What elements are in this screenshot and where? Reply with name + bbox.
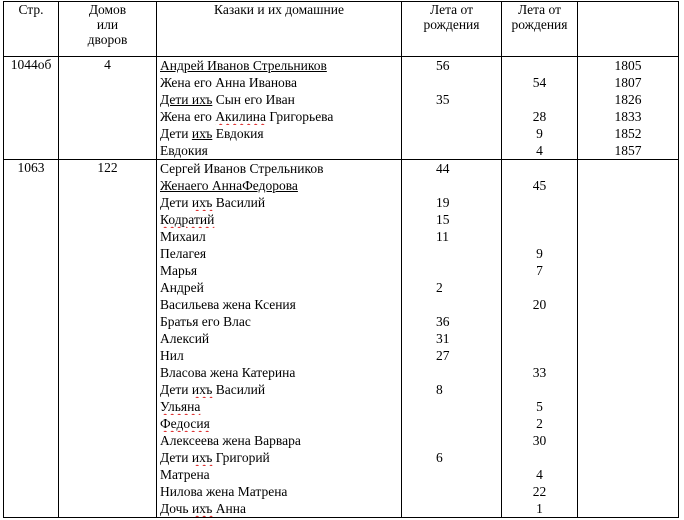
age-column-2-line xyxy=(502,449,577,466)
name-segment: ихъ xyxy=(191,195,213,210)
age-column-1-line: 36 xyxy=(436,314,450,329)
houses-count: 4 xyxy=(59,57,157,160)
age-column-1-line xyxy=(402,245,501,262)
table-row xyxy=(4,160,679,518)
age-column-2-line xyxy=(502,381,577,398)
birth-year xyxy=(578,160,679,518)
name-segment: Алексеева жена Варвара xyxy=(160,433,301,448)
names-cell xyxy=(157,57,402,160)
name-segment: Нил xyxy=(160,348,184,363)
name-segment: Андрей xyxy=(160,280,204,295)
name-segment: Григорьева xyxy=(266,109,334,124)
age-column-2-line: 30 xyxy=(532,433,547,448)
age-column-2-line xyxy=(502,347,577,364)
name-segment: Григорий xyxy=(212,450,270,465)
person-name xyxy=(157,160,401,177)
name-segment: Андрей Иванов Стрельников xyxy=(160,58,327,73)
age-column-1-line: 19 xyxy=(436,195,450,210)
name-segment: Матрена xyxy=(160,467,210,482)
birth-year-line: 1826 xyxy=(614,92,642,107)
census-table xyxy=(3,1,679,518)
age-column-1-line xyxy=(402,262,501,279)
name-segment: Федосия xyxy=(160,416,210,431)
name-segment: Анна xyxy=(212,501,246,516)
age-column-1-line: 11 xyxy=(436,229,449,244)
header-page: Стр. xyxy=(4,2,59,57)
person-name xyxy=(157,262,401,279)
person-name xyxy=(157,466,401,483)
person-name xyxy=(157,177,401,194)
age-column-2 xyxy=(502,160,578,518)
person-name xyxy=(157,91,401,108)
person-name xyxy=(157,211,401,228)
age-column-1-line xyxy=(402,108,501,125)
person-name xyxy=(157,483,401,500)
age-column-1-line: 15 xyxy=(436,212,450,227)
person-name xyxy=(157,194,401,211)
person-name xyxy=(157,432,401,449)
name-segment: Братья его Влас xyxy=(160,314,251,329)
page-number: 1063 xyxy=(4,160,59,518)
age-column-2-line: 4 xyxy=(536,143,543,158)
age-column-1-line: 56 xyxy=(436,58,450,73)
birth-year-line: 1852 xyxy=(614,126,642,141)
table-row xyxy=(4,57,679,160)
header-age-2: Лета от рождения xyxy=(502,2,578,57)
name-segment: ихъ xyxy=(191,501,213,516)
birth-year-line: 1857 xyxy=(614,143,642,158)
age-column-2-line xyxy=(502,91,577,108)
age-column-2-line xyxy=(502,160,577,177)
person-name xyxy=(157,449,401,466)
age-column-2-line: 45 xyxy=(532,178,547,193)
person-name xyxy=(157,347,401,364)
age-column-1 xyxy=(402,57,502,160)
person-name xyxy=(157,415,401,432)
header-houses: Домов или дворов xyxy=(59,2,157,57)
person-name xyxy=(157,296,401,313)
age-column-1-line: 31 xyxy=(436,331,450,346)
age-column-2-line: 5 xyxy=(536,399,543,414)
age-column-2-line xyxy=(502,279,577,296)
birth-year xyxy=(578,57,679,160)
person-name xyxy=(157,108,401,125)
name-segment: Дети xyxy=(160,195,192,210)
name-segment: Жена его xyxy=(160,109,216,124)
age-column-1-line: 35 xyxy=(436,92,450,107)
name-segment: Евдокия xyxy=(160,143,208,158)
age-column-2-line: 28 xyxy=(532,109,547,124)
name-segment: Дети xyxy=(160,450,192,465)
name-segment: Михаил xyxy=(160,229,206,244)
person-name xyxy=(157,279,401,296)
person-name xyxy=(157,313,401,330)
name-segment: Пелагея xyxy=(160,246,207,261)
birth-year-line: 1805 xyxy=(614,58,642,73)
name-segment: Василий xyxy=(212,382,266,397)
age-column-2-line xyxy=(502,194,577,211)
age-column-1-line xyxy=(402,296,501,313)
person-name xyxy=(157,142,401,159)
name-segment: Евдокия xyxy=(212,126,264,141)
age-column-1-line xyxy=(402,466,501,483)
name-segment: Нилова жена Матрена xyxy=(160,484,288,499)
person-name xyxy=(157,500,401,517)
person-name xyxy=(157,245,401,262)
birth-year-line: 1807 xyxy=(614,75,642,90)
age-column-1-line xyxy=(402,483,501,500)
name-segment: Акилина xyxy=(215,109,267,124)
person-name xyxy=(157,398,401,415)
age-column-2-line: 2 xyxy=(536,416,543,431)
age-column-2-line xyxy=(502,211,577,228)
page-number: 1044об xyxy=(4,57,59,160)
name-segment: Дети xyxy=(160,126,192,141)
name-segment: Дети ихъ xyxy=(160,92,213,107)
houses-count: 122 xyxy=(59,160,157,518)
age-column-1-line xyxy=(402,364,501,381)
name-segment: Дочь xyxy=(160,501,192,516)
name-segment: Женаего АннаФедорова xyxy=(160,178,298,193)
name-segment: Марья xyxy=(160,263,198,278)
age-column-1 xyxy=(402,160,502,518)
age-column-1-line xyxy=(402,74,501,91)
person-name xyxy=(157,381,401,398)
age-column-2-line: 54 xyxy=(532,75,547,90)
header-row xyxy=(4,2,679,57)
person-name xyxy=(157,74,401,91)
age-column-2-line: 9 xyxy=(536,126,543,141)
age-column-1-line xyxy=(402,398,501,415)
person-name xyxy=(157,57,401,74)
age-column-2-line: 20 xyxy=(532,297,547,312)
age-column-2-line xyxy=(502,57,577,74)
name-segment: Сын его Иван xyxy=(212,92,295,107)
age-column-2 xyxy=(502,57,578,160)
age-column-1-line xyxy=(402,125,501,142)
age-column-2-line: 22 xyxy=(532,484,547,499)
age-column-2-line: 7 xyxy=(536,263,543,278)
age-column-1-line: 6 xyxy=(436,450,443,465)
person-name xyxy=(157,125,401,142)
name-segment: ихъ xyxy=(191,126,213,141)
age-column-2-line: 4 xyxy=(536,467,543,482)
age-column-2-line: 1 xyxy=(536,501,543,516)
name-segment: Дети xyxy=(160,382,192,397)
age-column-2-line xyxy=(502,228,577,245)
birth-year-line: 1833 xyxy=(614,109,642,124)
name-segment: Алексий xyxy=(160,331,210,346)
age-column-1-line: 27 xyxy=(436,348,450,363)
name-segment: ихъ xyxy=(191,450,213,465)
age-column-1-line: 2 xyxy=(436,280,443,295)
age-column-1-line xyxy=(402,177,501,194)
header-age-1: Лета от рождения xyxy=(402,2,502,57)
name-segment: Жена его Анна Иванова xyxy=(160,75,297,90)
age-column-1-line xyxy=(402,432,501,449)
name-segment: Ульяна xyxy=(160,399,201,414)
name-segment: Кодратий xyxy=(160,212,215,227)
header-names: Казаки и их домашние xyxy=(157,2,402,57)
person-name xyxy=(157,330,401,347)
age-column-1-line xyxy=(402,500,501,517)
name-segment: ихъ xyxy=(191,382,213,397)
names-cell xyxy=(157,160,402,518)
age-column-2-line: 33 xyxy=(532,365,547,380)
age-column-1-line xyxy=(402,415,501,432)
name-segment: Сергей Иванов Стрельников xyxy=(160,161,324,176)
person-name xyxy=(157,228,401,245)
name-segment: Васильева жена Ксения xyxy=(160,297,296,312)
age-column-2-line: 9 xyxy=(536,246,543,261)
age-column-1-line xyxy=(402,142,501,159)
header-year xyxy=(578,2,679,57)
name-segment: Василий xyxy=(212,195,266,210)
name-segment: Власова жена Катерина xyxy=(160,365,296,380)
age-column-2-line xyxy=(502,313,577,330)
person-name xyxy=(157,364,401,381)
age-column-1-line: 8 xyxy=(436,382,443,397)
age-column-1-line: 44 xyxy=(436,161,450,176)
age-column-2-line xyxy=(502,330,577,347)
